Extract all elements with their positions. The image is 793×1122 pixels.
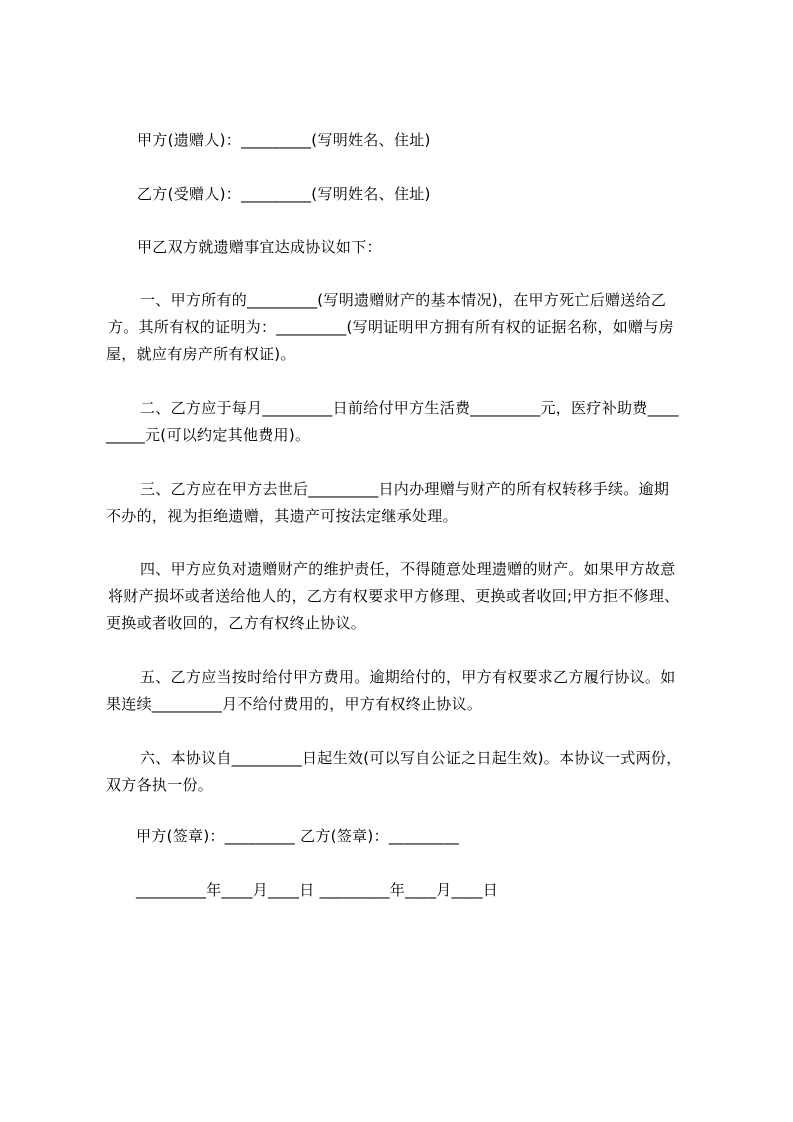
signature-line: 甲方(签章)：_________ 乙方(签章)：_________ [136, 827, 460, 845]
clause-5-line-2: 果连续_________月不给付费用的，甲方有权终止协议。 [106, 695, 483, 713]
party-b-line: 乙方(受赠人)：_________(写明姓名、住址) [137, 185, 431, 203]
clause-6-line-1: 六、本协议自_________日起生效(可以写自公证之日起生效)。本协议一式两份， [140, 749, 682, 767]
clause-1-line-3: 屋，就应有房产所有权证)。 [106, 345, 296, 363]
intro-line: 甲乙双方就遗赠事宜达成协议如下： [137, 238, 382, 256]
clause-4-line-1: 四、甲方应负对遗赠财产的维护责任，不得随意处理遗赠的财产。如果甲方故意 [140, 560, 676, 578]
date-line: _________年____月____日 _________年____月____日 [136, 881, 499, 899]
clause-1-line-1: 一、甲方所有的_________(写明遗赠财产的基本情况)，在甲方死亡后赠送给乙 [140, 291, 667, 309]
clause-5-line-1: 五、乙方应当按时给付甲方费用。逾期给付的，甲方有权要求乙方履行协议。如 [140, 668, 676, 686]
party-a-line: 甲方(遗赠人)：_________(写明姓名、住址) [137, 131, 431, 149]
clause-2-line-2: _____元(可以约定其他费用)。 [106, 426, 311, 444]
clause-3-line-2: 不办的，视为拒绝遗赠，其遗产可按法定继承处理。 [106, 507, 458, 525]
clause-3-line-1: 三、乙方应在甲方去世后_________日内办理赠与财产的所有权转移手续。逾期 [140, 480, 670, 498]
clause-4-line-2: 将财产损坏或者送给他人的，乙方有权要求甲方修理、更换或者收回;甲方拒不修理、 [108, 587, 680, 605]
clause-1-line-2: 方。其所有权的证明为：_________(写明证明甲方拥有所有权的证据名称，如赠与房 [108, 318, 674, 336]
clause-6-line-2: 双方各执一份。 [106, 776, 214, 794]
clause-2-line-1: 二、乙方应于每月_________日前给付甲方生活费_________元，医疗补助费____ [140, 399, 679, 417]
clause-4-line-3: 更换或者收回的，乙方有权终止协议。 [106, 614, 367, 632]
